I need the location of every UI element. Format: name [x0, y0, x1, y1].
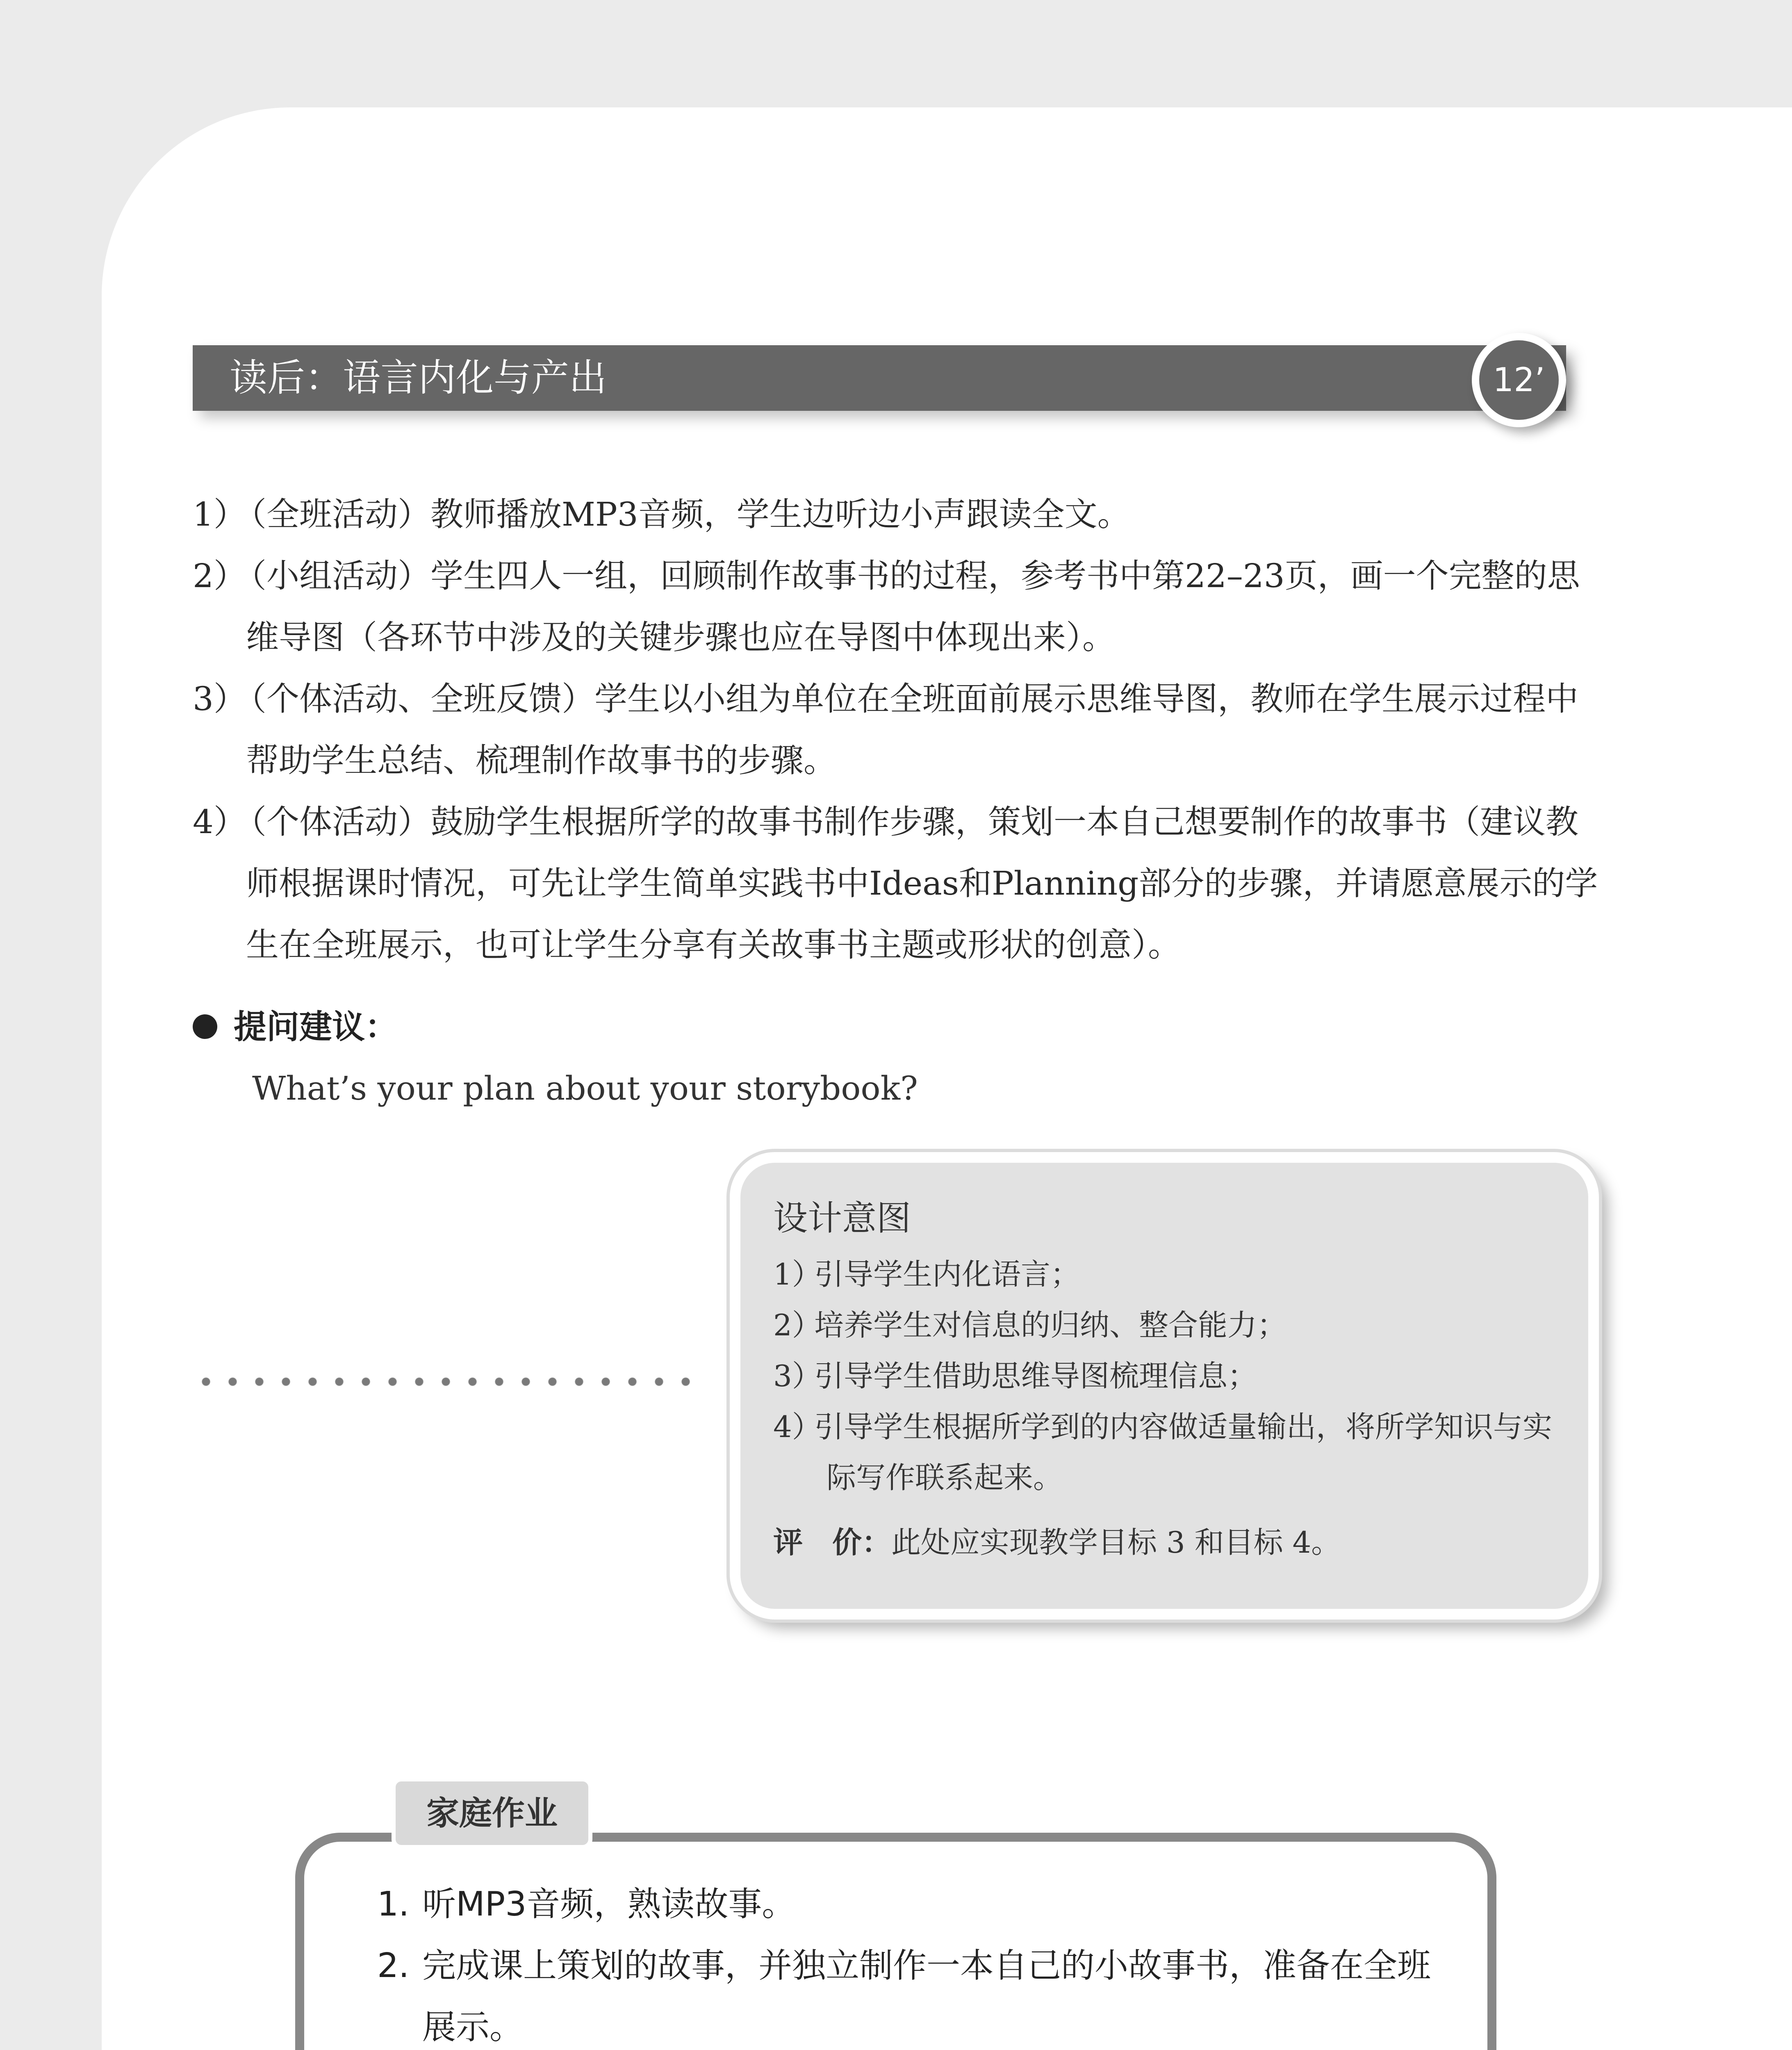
step-item: [193, 484, 1607, 545]
section-header-bar: [193, 345, 1566, 411]
design-item-number: 4）: [773, 1410, 822, 1444]
evaluation-text: 此处应实现教学目标 3 和目标 4。: [891, 1525, 1341, 1560]
bullet-icon: [193, 1014, 217, 1039]
time-badge: 12’: [1472, 333, 1566, 427]
activity-steps: [193, 484, 1607, 976]
design-item-text: 引导学生根据所学到的内容做适量输出，将所学知识与实际写作联系起来。: [814, 1410, 1553, 1495]
questions-heading: [193, 996, 398, 1058]
section-title: 读后：语言内化与产出: [230, 356, 607, 400]
dotted-leader: [193, 1376, 705, 1388]
design-item-number: 2）: [773, 1308, 822, 1342]
design-item-text: 引导学生借助思维导图梳理信息；: [814, 1359, 1257, 1393]
step-text: （个体活动、全班反馈）学生以小组为单位在全班面前展示思维导图，教师在学生展示过程中帮助学生总结、梳理制作故事书的步骤。: [234, 680, 1578, 779]
evaluation-line: [773, 1517, 1560, 1568]
design-item-text: 引导学生内化语言；: [814, 1257, 1080, 1292]
design-intent-item: [773, 1401, 1560, 1503]
design-intent-item: [773, 1300, 1560, 1351]
homework-item: [377, 1935, 1443, 2050]
design-item-number: 1）: [773, 1257, 822, 1292]
design-item-text: 培养学生对信息的归纳、整合能力；: [814, 1308, 1287, 1342]
homework-tab-label: 家庭作业: [392, 1777, 592, 1849]
design-intent-item: [773, 1351, 1560, 1401]
step-text: （个体活动）鼓励学生根据所学的故事书制作步骤，策划一本自己想要制作的故事书（建议教师根据课时情况，可先让学生简单实践书中Ideas和Planning部分的步骤，并请愿意展示的学生在全班展示，也可让学生分享有关故事书主题或形状的创意）。: [234, 803, 1598, 964]
homework-item-number: 2.: [377, 1946, 410, 1985]
questions-heading-text: 提问建议：: [234, 1008, 398, 1046]
step-item: [193, 545, 1607, 668]
suggested-question: What’s your plan about your storybook?: [252, 1069, 918, 1107]
step-item: [193, 791, 1607, 976]
step-number: 1）: [193, 495, 246, 533]
homework-item-text: 完成课上策划的故事，并独立制作一本自己的小故事书，准备在全班展示。: [422, 1946, 1431, 2047]
step-number: 4）: [193, 803, 246, 841]
homework-item: [377, 1874, 1443, 1935]
design-intent-box: [730, 1152, 1599, 1620]
homework-item-number: 1.: [377, 1885, 410, 1924]
step-text: （小组活动）学生四人一组，回顾制作故事书的过程，参考书中第22–23页，画一个完整的思维导图（各环节中涉及的关键步骤也应在导图中体现出来）。: [234, 557, 1580, 656]
step-item: [193, 668, 1607, 791]
design-item-number: 3）: [773, 1359, 822, 1393]
step-text: （全班活动）教师播放MP3音频，学生边听边小声跟读全文。: [234, 495, 1130, 533]
step-number: 2）: [193, 557, 246, 595]
homework-list: [377, 1874, 1443, 2050]
design-intent-item: [773, 1249, 1560, 1300]
design-intent-title: 设计意图: [773, 1198, 911, 1238]
step-number: 3）: [193, 680, 246, 718]
homework-item-text: 听MP3音频，熟读故事。: [422, 1885, 796, 1924]
evaluation-label: 评 价：: [773, 1525, 892, 1560]
